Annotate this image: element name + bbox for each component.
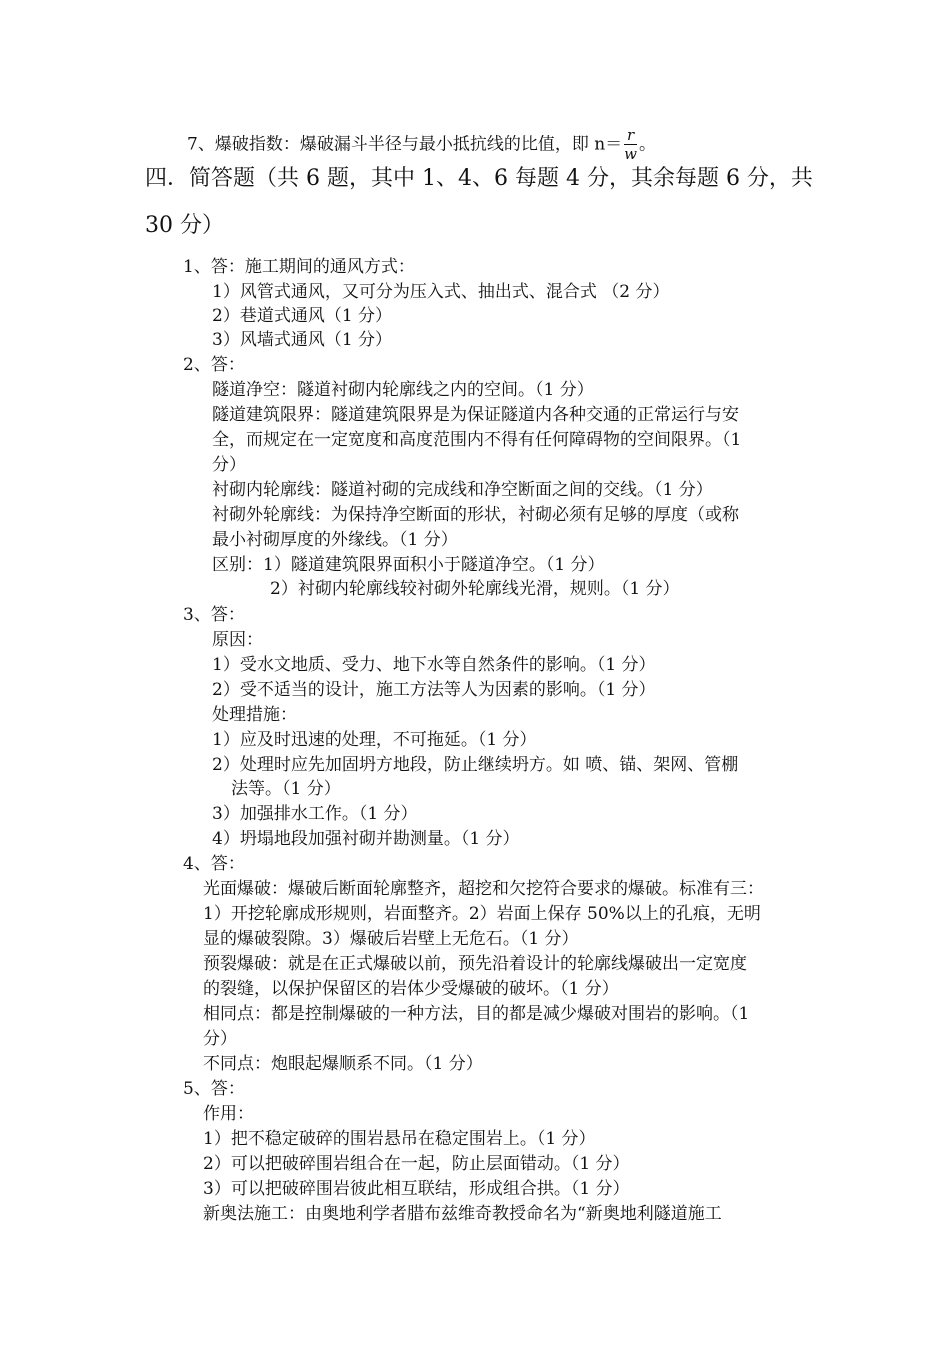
- answer-2-line-7: 最小衬砌厚度的外缘线。（1 分）: [212, 530, 458, 550]
- answer-4-line-6: 相同点：都是控制爆破的一种方法，目的都是减少爆破对围岩的影响。（1: [203, 1004, 750, 1024]
- answer-4-line-5: 的裂缝，以保护保留区的岩体少受爆破的破坏。（1 分）: [203, 979, 619, 999]
- answer-2-line-6: 衬砌外轮廓线：为保持净空断面的形状，衬砌必须有足够的厚度（或称: [212, 505, 739, 525]
- answer-3-line-7: 法等。（1 分）: [231, 779, 341, 799]
- answer-2-line-5: 衬砌内轮廓线：隧道衬砌的完成线和净空断面之间的交线。（1 分）: [212, 480, 713, 500]
- answer-2-line-9: 2）衬砌内轮廓线较衬砌外轮廓线光滑，规则。（1 分）: [270, 579, 680, 599]
- item-7-tail: 。: [639, 134, 657, 155]
- answer-1-header: 1、答：施工期间的通风方式：: [183, 257, 415, 277]
- item-7-text: 7、爆破指数：爆破漏斗半径与最小抵抗线的比值，即 n＝: [187, 134, 623, 155]
- answer-5-header: 5、答：: [183, 1079, 245, 1099]
- answer-5-line-1: 作用：: [203, 1104, 254, 1124]
- answer-2-line-2: 隧道建筑限界：隧道建筑限界是为保证隧道内各种交通的正常运行与安: [212, 405, 739, 425]
- answer-4-line-2: 1）开挖轮廓成形规则，岩面整齐。2）岩面上保存 50%以上的孔痕，无明: [203, 904, 761, 924]
- fraction-denominator: w: [624, 145, 638, 163]
- answer-4-line-7: 分）: [203, 1029, 237, 1049]
- answer-3-line-2: 1）受水文地质、受力、地下水等自然条件的影响。（1 分）: [212, 655, 656, 675]
- answer-3-line-5: 1）应及时迅速的处理，不可拖延。（1 分）: [212, 730, 537, 750]
- answer-3-line-3: 2）受不适当的设计，施工方法等人为因素的影响。（1 分）: [212, 680, 656, 700]
- answer-5-line-5: 新奥法施工：由奥地利学者腊布兹维奇教授命名为“新奥地利隧道施工: [203, 1204, 722, 1224]
- answer-1-item-3: 3）风墙式通风（1 分）: [212, 330, 393, 350]
- answer-4-line-3: 显的爆破裂隙。3）爆破后岩壁上无危石。（1 分）: [203, 929, 579, 949]
- answer-1-item-2: 2）巷道式通风（1 分）: [212, 306, 393, 326]
- answer-5-line-2: 1）把不稳定破碎的围岩悬吊在稳定围岩上。（1 分）: [203, 1129, 596, 1149]
- answer-3-header: 3、答：: [183, 605, 245, 625]
- answer-4-line-4: 预裂爆破：就是在正式爆破以前，预先沿着设计的轮廓线爆破出一定宽度: [203, 954, 747, 974]
- answer-1-item-1: 1）风管式通风，又可分为压入式、抽出式、混合式 （2 分）: [212, 282, 670, 302]
- answer-3-line-9: 4）坍塌地段加强衬砌并勘测量。（1 分）: [212, 829, 520, 849]
- item-7-line: [187, 128, 656, 162]
- section-heading-line-2: 30 分）: [145, 213, 224, 238]
- answer-4-line-8: 不同点：炮眼起爆顺系不同。（1 分）: [203, 1054, 483, 1074]
- answer-2-header: 2、答：: [183, 355, 245, 375]
- answer-3-line-1: 原因：: [212, 630, 263, 650]
- section-heading-line-1: 四．简答题（共 6 题，其中 1、4、6 每题 4 分，其余每题 6 分，共: [145, 166, 813, 191]
- answer-2-line-1: 隧道净空：隧道衬砌内轮廓线之内的空间。（1 分）: [212, 380, 594, 400]
- answer-2-line-4: 分）: [212, 455, 246, 475]
- answer-3-line-6: 2）处理时应先加固坍方地段，防止继续坍方。如 喷、锚、架网、管棚: [212, 755, 739, 775]
- answer-5-line-4: 3）可以把破碎围岩彼此相互联结，形成组合拱。（1 分）: [203, 1179, 630, 1199]
- ratio-fraction: [624, 128, 637, 162]
- answer-2-line-8: 区别：1）隧道建筑限界面积小于隧道净空。（1 分）: [212, 555, 605, 575]
- answer-2-line-3: 全，而规定在一定宽度和高度范围内不得有任何障碍物的空间限界。（1: [212, 430, 742, 450]
- answer-3-line-4: 处理措施：: [212, 705, 297, 725]
- answer-4-line-1: 光面爆破：爆破后断面轮廓整齐，超挖和欠挖符合要求的爆破。标准有三：: [203, 879, 764, 899]
- answer-5-line-3: 2）可以把破碎围岩组合在一起，防止层面错动。（1 分）: [203, 1154, 630, 1174]
- fraction-numerator: r: [624, 128, 637, 145]
- answer-4-header: 4、答：: [183, 854, 245, 874]
- answer-3-line-8: 3）加强排水工作。（1 分）: [212, 804, 418, 824]
